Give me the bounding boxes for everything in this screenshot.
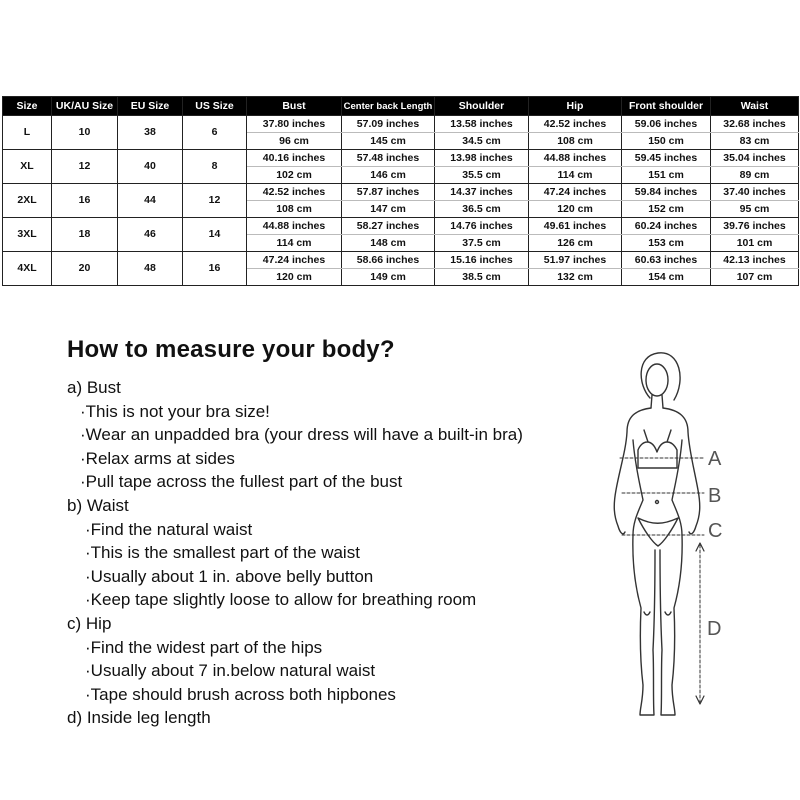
label-c: C: [708, 520, 723, 542]
guide-tip: ·Usually about 7 in.below natural waist: [85, 661, 376, 681]
measure-guide-list: [67, 376, 627, 730]
left-arm-outline: [614, 408, 651, 534]
guide-tip: ·Usually about 1 in. above belly button: [85, 566, 374, 586]
shoulder-cm-cell: 35.5 cm: [435, 167, 529, 184]
center-back-length-inches-cell: 57.48 inches: [342, 150, 435, 167]
guide-tip: ·This is not your bra size!: [80, 401, 270, 421]
underwear-outline: [638, 518, 678, 546]
center-back-length-inches-cell: 58.27 inches: [342, 218, 435, 235]
col-header-eu-size: EU Size: [118, 97, 183, 116]
size-chart-table: [2, 96, 799, 286]
waist-inches-cell: 35.04 inches: [711, 150, 799, 167]
guide-tip: ·Find the widest part of the hips: [85, 637, 323, 657]
hip-cm-cell: 108 cm: [529, 133, 622, 150]
guide-section-waist: b) Waist: [67, 495, 129, 515]
waist-inches-cell: 37.40 inches: [711, 184, 799, 201]
uk-au-size-cell: 18: [52, 218, 118, 252]
guide-tip: ·Pull tape across the fullest part of the bust: [80, 472, 403, 492]
us-size-cell: 14: [183, 218, 247, 252]
shoulder-inches-cell: 14.37 inches: [435, 184, 529, 201]
col-header-bust: Bust: [247, 97, 342, 116]
label-d: D: [707, 618, 722, 640]
navel-mark: [656, 501, 659, 504]
col-header-front-shoulder: Front shoulder: [622, 97, 711, 116]
col-header-us-size: US Size: [183, 97, 247, 116]
center-back-length-cm-cell: 146 cm: [342, 167, 435, 184]
shoulder-cm-cell: 37.5 cm: [435, 235, 529, 252]
table-row: [3, 116, 799, 133]
front-shoulder-inches-cell: 59.84 inches: [622, 184, 711, 201]
col-header-size: Size: [3, 97, 52, 116]
bust-inches-cell: 42.52 inches: [247, 184, 342, 201]
size-cell: 2XL: [3, 184, 52, 218]
guide-tip: ·This is the smallest part of the waist: [85, 543, 360, 563]
front-shoulder-cm-cell: 152 cm: [622, 201, 711, 218]
size-table-body: [3, 116, 799, 286]
center-back-length-inches-cell: 58.66 inches: [342, 252, 435, 269]
bust-inches-cell: 47.24 inches: [247, 252, 342, 269]
waist-cm-cell: 101 cm: [711, 235, 799, 252]
shoulder-cm-cell: 34.5 cm: [435, 133, 529, 150]
hip-inches-cell: 49.61 inches: [529, 218, 622, 235]
hip-inches-cell: 51.97 inches: [529, 252, 622, 269]
uk-au-size-cell: 16: [52, 184, 118, 218]
bust-inches-cell: 44.88 inches: [247, 218, 342, 235]
col-header-waist: Waist: [711, 97, 799, 116]
hip-cm-cell: 132 cm: [529, 269, 622, 286]
uk-au-size-cell: 20: [52, 252, 118, 286]
front-shoulder-inches-cell: 60.63 inches: [622, 252, 711, 269]
right-leg-outline: [660, 535, 682, 715]
waist-cm-cell: 83 cm: [711, 133, 799, 150]
table-row: [3, 184, 799, 201]
waist-cm-cell: 107 cm: [711, 269, 799, 286]
bra-outline: [638, 430, 677, 468]
bust-cm-cell: 102 cm: [247, 167, 342, 184]
eu-size-cell: 38: [118, 116, 183, 150]
guide-tip: ·Keep tape slightly loose to allow for breathing room: [85, 590, 477, 610]
hip-cm-cell: 114 cm: [529, 167, 622, 184]
left-leg-outline: [633, 535, 655, 715]
bust-cm-cell: 114 cm: [247, 235, 342, 252]
guide-tip: ·Tape should brush across both hipbones: [85, 684, 396, 704]
size-cell: L: [3, 116, 52, 150]
col-header-shoulder: Shoulder: [435, 97, 529, 116]
us-size-cell: 16: [183, 252, 247, 286]
label-a: A: [708, 448, 722, 470]
col-header-center-back-length: Center back Length: [342, 97, 435, 116]
front-shoulder-inches-cell: 59.06 inches: [622, 116, 711, 133]
shoulder-inches-cell: 13.58 inches: [435, 116, 529, 133]
size-cell: 3XL: [3, 218, 52, 252]
table-header-row: [3, 97, 799, 116]
eu-size-cell: 46: [118, 218, 183, 252]
bust-cm-cell: 96 cm: [247, 133, 342, 150]
neck-outline: [651, 395, 663, 408]
hip-cm-cell: 120 cm: [529, 201, 622, 218]
size-cell: 4XL: [3, 252, 52, 286]
head-outline: [646, 364, 668, 396]
table-row: [3, 218, 799, 235]
us-size-cell: 8: [183, 150, 247, 184]
guide-section-hip: c) Hip: [67, 613, 112, 633]
bust-inches-cell: 40.16 inches: [247, 150, 342, 167]
shoulder-inches-cell: 14.76 inches: [435, 218, 529, 235]
bust-inches-cell: 37.80 inches: [247, 116, 342, 133]
bust-cm-cell: 120 cm: [247, 269, 342, 286]
eu-size-cell: 48: [118, 252, 183, 286]
uk-au-size-cell: 12: [52, 150, 118, 184]
center-back-length-cm-cell: 148 cm: [342, 235, 435, 252]
hip-inches-cell: 44.88 inches: [529, 150, 622, 167]
eu-size-cell: 44: [118, 184, 183, 218]
uk-au-size-cell: 10: [52, 116, 118, 150]
center-back-length-cm-cell: 145 cm: [342, 133, 435, 150]
knee-marks: [644, 612, 671, 615]
center-back-length-inches-cell: 57.09 inches: [342, 116, 435, 133]
hip-inches-cell: 42.52 inches: [529, 116, 622, 133]
us-size-cell: 6: [183, 116, 247, 150]
table-row: [3, 150, 799, 167]
front-shoulder-cm-cell: 151 cm: [622, 167, 711, 184]
shoulder-cm-cell: 38.5 cm: [435, 269, 529, 286]
waist-cm-cell: 89 cm: [711, 167, 799, 184]
waist-inches-cell: 32.68 inches: [711, 116, 799, 133]
front-shoulder-inches-cell: 60.24 inches: [622, 218, 711, 235]
guide-tip: ·Find the natural waist: [85, 519, 253, 539]
center-back-length-cm-cell: 149 cm: [342, 269, 435, 286]
front-shoulder-cm-cell: 150 cm: [622, 133, 711, 150]
shoulder-inches-cell: 15.16 inches: [435, 252, 529, 269]
bust-cm-cell: 108 cm: [247, 201, 342, 218]
waist-inches-cell: 39.76 inches: [711, 218, 799, 235]
size-cell: XL: [3, 150, 52, 184]
guide-tip: ·Wear an unpadded bra (your dress will have a built-in bra): [80, 425, 523, 445]
hip-cm-cell: 126 cm: [529, 235, 622, 252]
center-back-length-inches-cell: 57.87 inches: [342, 184, 435, 201]
front-shoulder-cm-cell: 154 cm: [622, 269, 711, 286]
front-shoulder-inches-cell: 59.45 inches: [622, 150, 711, 167]
waist-inches-cell: 42.13 inches: [711, 252, 799, 269]
shoulder-inches-cell: 13.98 inches: [435, 150, 529, 167]
label-b: B: [708, 485, 722, 507]
guide-section-inside-leg: d) Inside leg length: [67, 708, 211, 728]
front-shoulder-cm-cell: 153 cm: [622, 235, 711, 252]
eu-size-cell: 40: [118, 150, 183, 184]
guide-tip: ·Relax arms at sides: [80, 448, 235, 468]
right-arm-outline: [663, 408, 700, 534]
col-header-uk-au-size: UK/AU Size: [52, 97, 118, 116]
body-measurement-figure: [600, 350, 750, 750]
guide-section-bust: a) Bust: [67, 378, 121, 397]
table-row: [3, 252, 799, 269]
hip-inches-cell: 47.24 inches: [529, 184, 622, 201]
waist-cm-cell: 95 cm: [711, 201, 799, 218]
center-back-length-cm-cell: 147 cm: [342, 201, 435, 218]
hair-outline: [641, 353, 680, 400]
shoulder-cm-cell: 36.5 cm: [435, 201, 529, 218]
col-header-hip: Hip: [529, 97, 622, 116]
measure-guide-title: How to measure your body?: [67, 336, 395, 363]
us-size-cell: 12: [183, 184, 247, 218]
